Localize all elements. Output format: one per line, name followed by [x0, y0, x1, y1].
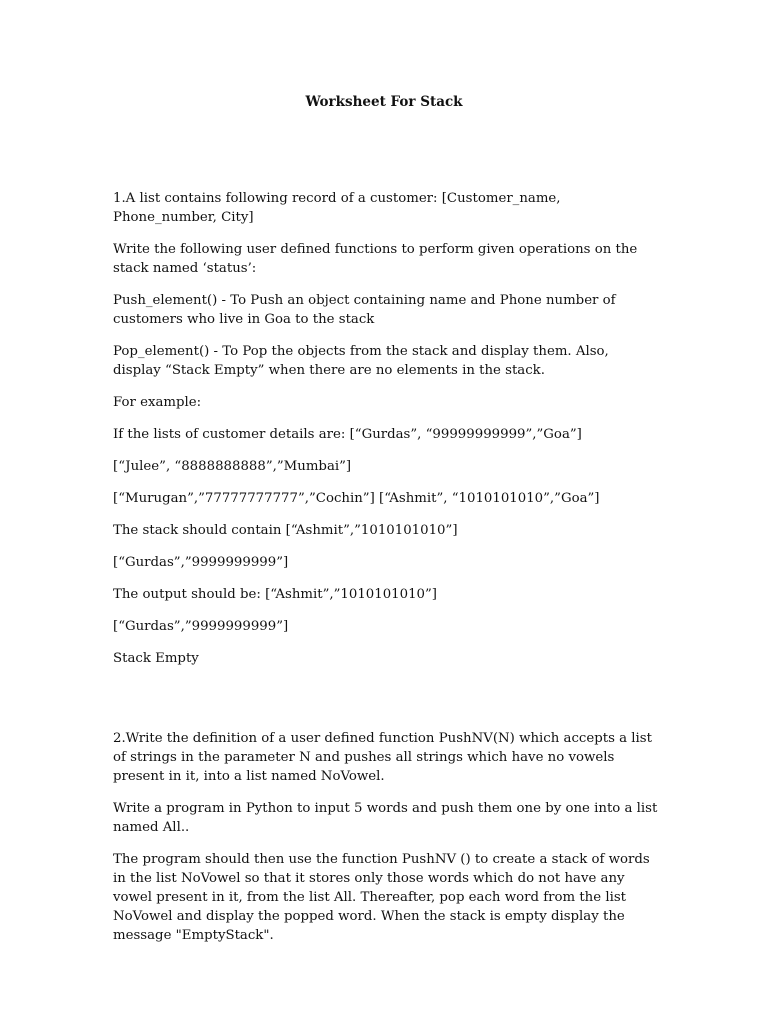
q1-instruction: Write the following user defined functions to perform given operations on the stack named ‘status’:: [113, 242, 638, 276]
question-1: [113, 189, 658, 681]
q1-example-label: For example:: [113, 395, 202, 410]
q1-output-label: The output should be: [“Ashmit”,”1010101010”]: [113, 587, 437, 602]
q1-example-line-1: If the lists of customer details are: [“Gurdas”, “99999999999”,”Goa”]: [113, 427, 582, 442]
q1-stack-contains: The stack should contain [“Ashmit”,”1010101010”]: [113, 523, 458, 538]
q1-example-line-3: [“Murugan”,”77777777777”,”Cochin”] [“Ashmit”, “1010101010”,”Goa”]: [113, 491, 600, 506]
q1-stack-empty: Stack Empty: [113, 651, 199, 666]
q1-stack-item-2: [“Gurdas”,”9999999999”]: [113, 555, 289, 570]
q2-paragraph-2: Write a program in Python to input 5 words and push them one by one into a list named All..: [113, 801, 658, 835]
q1-pop-description: Pop_element() - To Pop the objects from the stack and display them. Also, display “Stack Empty” when there are no elements in the stack.: [113, 344, 609, 378]
q2-paragraph-3: The program should then use the function PushNV () to create a stack of words in the list NoVowel so that it stores only those words which do not have any vowel present in it, from the list All. Thereafter, pop each word from the list NoVowel and display the popped word. When the stack is empty display the message "EmptyStack".: [113, 852, 650, 943]
q1-heading: 1.A list contains following record of a customer: [Customer_name, Phone_number, City]: [113, 191, 561, 225]
q2-paragraph-1: 2.Write the definition of a user defined function PushNV(N) which accepts a list of strings in the parameter N and pushes all strings which have no vowels present in it, into a list named NoVowel.: [113, 731, 652, 784]
q1-push-description: Push_element() - To Push an object containing name and Phone number of customers who live in Goa to the stack: [113, 293, 616, 327]
q1-output-item-2: [“Gurdas”,”9999999999”]: [113, 619, 289, 634]
question-2: [113, 729, 658, 958]
page-title: Worksheet For Stack: [305, 94, 463, 110]
q1-example-line-2: [“Julee”, “8888888888”,”Mumbai”]: [113, 459, 352, 474]
